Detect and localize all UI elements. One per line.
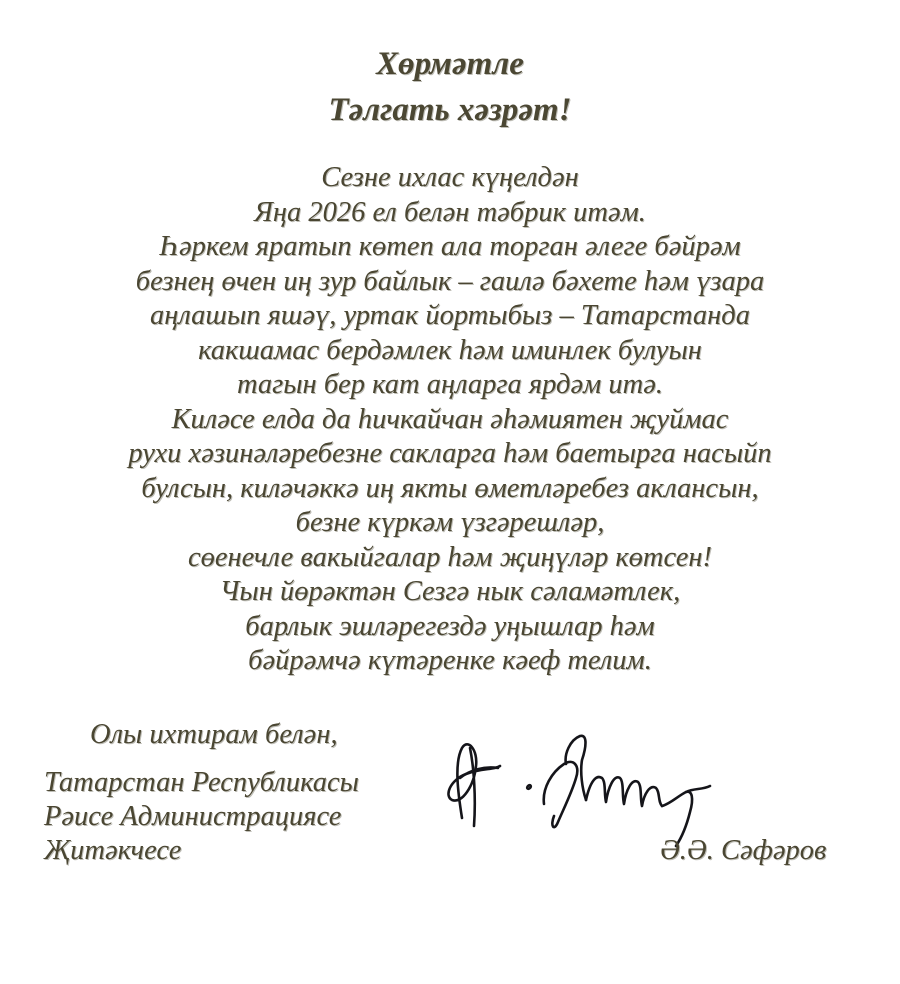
body-line: Яңа 2026 ел белән тәбрик итәм. [254,196,646,228]
greeting-line-2: Тәлгать хәзрәт! [328,92,572,128]
body-line: Һәркем яратып көтеп ала торган әлеге бәйрәм [159,231,741,262]
body-line: барлык эшләрегездә уңышлар һәм [245,610,655,642]
body-line: Сезне ихлас күңелдән [321,162,579,193]
body-line: бәйрәмчә күтәренке кәеф телим. [248,645,652,676]
closing-phrase: Олы ихтирам белән, [90,719,338,750]
sender-title [44,766,359,868]
letter-body [0,161,900,679]
body-line: Киләсе елда да һичкайчан әһәмиятен җуймас [171,403,729,435]
sender-title-line-1: Татарстан Республикасы [44,767,359,798]
sender-title-line-2: Рәисе Администрациясе [44,801,342,832]
body-line: безне күркәм үзгәрешләр, [295,507,605,538]
body-line: аңлашып яшәү, уртак йортыбыз – Татарстанда [150,300,750,331]
body-line: рухи хәзинәләребезне сакларга һәм баетырга насыйп [128,438,772,469]
body-line: сөенечле вакыйгалар һәм җиңүләр көтсен! [187,541,713,573]
body-line: какшамас бердәмлек һәм иминлек булуын [198,334,702,366]
greeting-line-1: Хөрмәтле [376,46,524,82]
body-line: безнең өчен иң зур байлык – гаилә бәхете һәм үзара [135,265,765,297]
body-line: Чын йөрәктән Сезгә нык сәламәтлек, [219,576,681,607]
body-line: булсын, киләчәккә иң якты өметләребез аклансын, [141,472,759,504]
body-line: тагын бер кат аңларга ярдәм итә. [236,369,664,400]
signatory-name: Ә.Ә. Сәфәров [660,835,827,866]
sender-title-line-3: Җитәкчесе [44,835,182,866]
